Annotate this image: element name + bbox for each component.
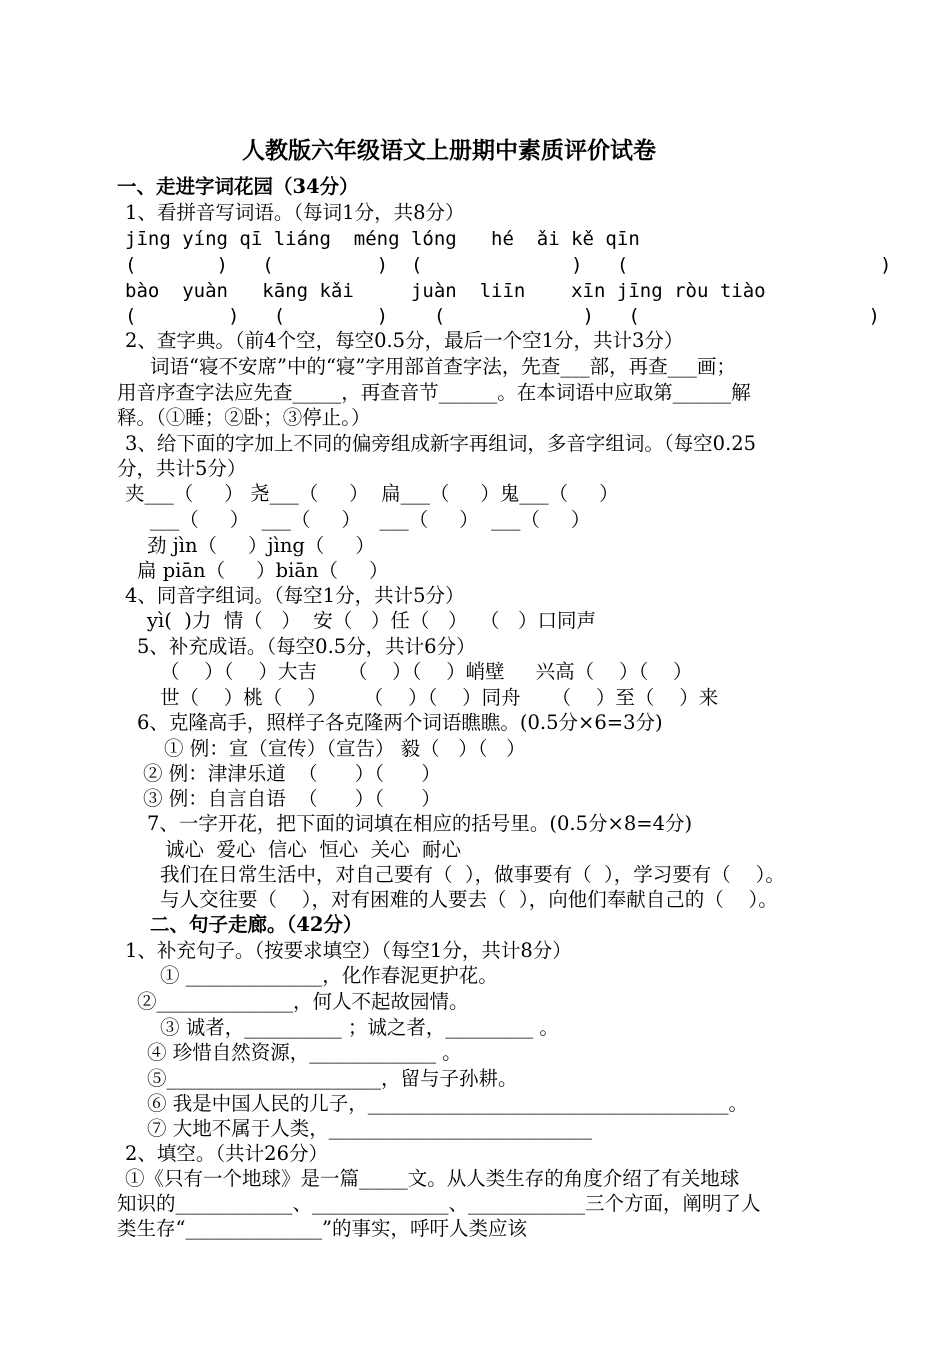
question-2-heading: 2、查字典。（前4个空，每空0.5分，最后一个空1分，共计3分） [125,329,684,352]
section-heading-2: 二、句子走廊。（42分） [150,913,363,936]
question-3-row-2: ___（ ） ___（ ） ___（ ） ___（ ） [150,508,591,531]
sentence-item-3: ③ 诚者，__________ ；诚之者，_________ 。 [160,1016,559,1039]
pinyin-row-1: jīng yíng qī liáng méng lóng hé ǎi kě qīn [125,228,640,250]
answer-brackets-row-2: ( ) ( ) ( ) ( ) [125,305,880,327]
answer-brackets-row-1: ( ) ( ) ( ) ( ) [125,254,892,276]
question-7-word-list: 诚心 爱心 信心 恒心 关心 耐心 [165,838,461,861]
question-1-heading: 1、看拼音写词语。（每词1分，共8分） [125,201,465,224]
question-6-row-1: ① 例：宣（宣传）（宣告） 毅（ ）（ ） [164,737,526,760]
section-heading-1: 一、走进字词花园（34分） [117,175,359,198]
question-5-row-2: 世（ ）桃（ ） （ ）（ ）同舟 （ ）至（ ）来 [160,686,719,709]
sentence-question-2-text-3: 类生存“______________”的事实，呼吁人类应该 [117,1217,527,1240]
sentence-item-4: ④ 珍惜自然资源，_____________ 。 [147,1041,462,1064]
sentence-item-7: ⑦ 大地不属于人类，___________________________ [147,1117,592,1140]
sentence-question-1-heading: 1、补充句子。（按要求填空）（每空1分，共计8分） [125,939,572,962]
question-7-sentence-2: 与人交往要（ ），对有困难的人要去（ ），向他们奉献自己的（ ）。 [160,888,778,911]
question-6-row-2: ② 例：津津乐道 （ ）（ ） [143,762,441,785]
question-3-row-4: 扁 piān（ ）biān（ ） [137,559,389,582]
question-2-text-2: 用音序查字法应先查_____，再查音节______。在本词语中应取第______解 [117,381,751,404]
question-4-heading: 4、同音字组词。（每空1分，共计5分） [125,584,465,607]
sentence-item-5: ⑤______________________，留与子孙耕。 [147,1067,518,1090]
sentence-question-2-text-2: 知识的____________、______________、____________三个方面，阐明了人 [117,1192,761,1215]
page-title: 人教版六年级语文上册期中素质评价试卷 [242,137,656,164]
sentence-item-6: ⑥ 我是中国人民的儿子，_____________________________________。 [147,1092,748,1115]
question-4-row: yì( )力 情（ ） 安（ ）任（ ） （ ）口同声 [147,609,596,632]
question-3-heading-cont: 分，共计5分） [117,457,247,480]
question-3-heading: 3、给下面的字加上不同的偏旁组成新字再组词，多音字组词。（每空0.25 [125,432,757,455]
question-2-text-1: 词语“寝不安席”中的“寝”字用部首查字法，先查___部，再查___画； [150,355,736,378]
sentence-item-1: ① ______________，化作春泥更护花。 [160,964,498,987]
question-2-text-3: 释。（①睡；②卧；③停止。） [117,406,371,429]
question-5-row-1: （ ）（ ）大吉 （ ）（ ）峭壁 兴高（ ）（ ） [160,660,693,683]
question-5-heading: 5、补充成语。（每空0.5分，共计6分） [137,635,476,658]
sentence-question-2-text-1: ①《只有一个地球》是一篇_____文。从人类生存的角度介绍了有关地球 [125,1167,740,1190]
question-3-row-1: 夹___（ ） 尧___（ ） 扁___（ ）鬼___（ ） [125,482,619,505]
question-6-heading: 6、克隆高手，照样子各克隆两个词语瞧瞧。(0.5分×6=3分) [137,711,663,734]
sentence-item-2: ②______________，何人不起故园情。 [137,990,469,1013]
pinyin-row-2: bào yuàn kāng kǎi juàn liīn xīn jīng ròu tiào [125,280,766,302]
question-7-heading: 7、一字开花，把下面的词填在相应的括号里。(0.5分×8=4分) [147,812,693,835]
question-3-row-3: 劲 jìn（ ）jìng（ ） [147,534,375,557]
sentence-question-2-heading: 2、填空。（共计26分） [125,1142,328,1165]
question-7-sentence-1: 我们在日常生活中，对自己要有（ ），做事要有（ ），学习要有（ ）。 [160,863,785,886]
question-6-row-3: ③ 例：自言自语 （ ）（ ） [143,787,441,810]
